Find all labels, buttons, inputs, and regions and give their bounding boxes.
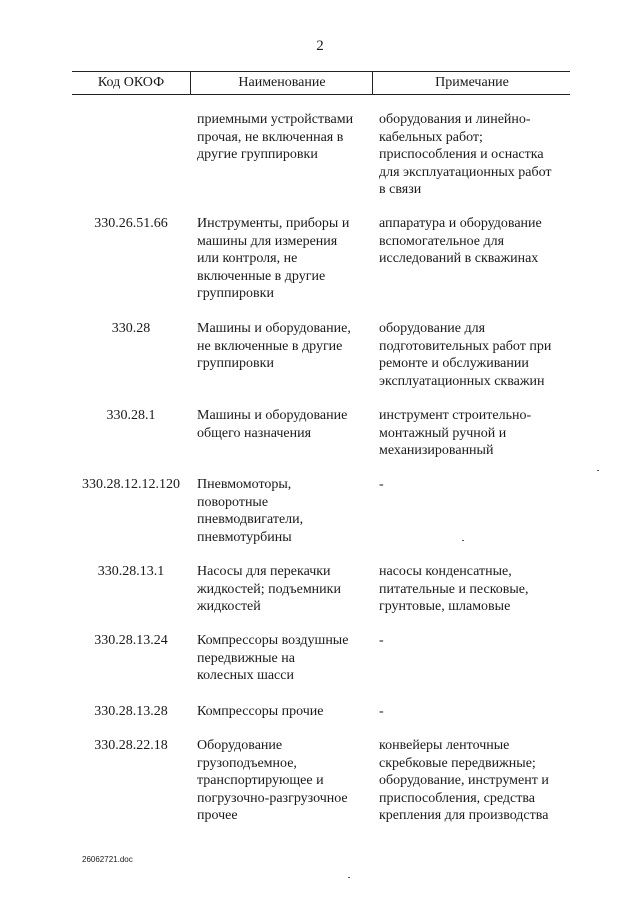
header-note: Примечание (372, 72, 571, 94)
header-code: Код ОКОФ (97, 75, 165, 90)
row-note: оборудование для подготовительных работ при ремонте и обслуживании эксплуатационных скважин (379, 321, 552, 389)
page-number: 2 (316, 38, 324, 54)
row-note: - (379, 477, 384, 492)
row-note: инструмент строительно- монтажный ручной и механизированный (379, 408, 532, 458)
row-note: - (379, 633, 384, 648)
row-code: 330.28.22.18 (94, 738, 168, 753)
row-name: Оборудование грузоподъемное, транспортирующее и погрузочно-разгрузочное прочее (197, 738, 348, 823)
row-name: Компрессоры прочие (197, 704, 324, 719)
scan-speck (462, 540, 464, 541)
row-note: оборудования и линейно- кабельных работ; приспособления и оснастка для эксплуатационных работ в связи (379, 112, 552, 197)
row-code: 330.28 (111, 321, 151, 336)
row-note: насосы конденсатные, питательные и песковые, грунтовые, шламовые (379, 564, 529, 614)
row-name: Компрессоры воздушные передвижные на колесных шасси (197, 633, 349, 683)
header-name: Наименование (190, 72, 373, 94)
row-name: приемными устройствами прочая, не включенная в другие группировки (197, 112, 354, 162)
row-code: 330.28.13.28 (94, 704, 168, 719)
row-name: Насосы для перекачки жидкостей; подъемники жидкостей (197, 564, 341, 614)
row-name: Машины и оборудование, не включенные в другие группировки (197, 321, 351, 371)
scan-speck (597, 470, 599, 471)
scan-speck (348, 877, 350, 878)
okof-table (72, 71, 570, 823)
row-note: - (379, 704, 384, 719)
row-note: аппаратура и оборудование вспомогательное для исследований в скважинах (379, 216, 542, 266)
row-note: конвейеры ленточные скребковые передвижные; оборудование, инструмент и приспособления, средства крепления для производства (379, 738, 549, 823)
file-name-footer: 26062721.doc (82, 855, 133, 864)
row-code: 330.28.1 (106, 408, 156, 423)
row-code: 330.26.51.66 (94, 216, 168, 231)
row-code: 330.28.12.12.120 (82, 477, 180, 492)
row-name: Пневмомоторы, поворотные пневмодвигатели, пневмотурбины (197, 477, 304, 545)
row-code: 330.28.13.24 (94, 633, 168, 648)
row-name: Инструменты, приборы и машины для измерения или контроля, не включенные в другие группировки (197, 216, 350, 301)
row-name: Машины и оборудование общего назначения (197, 408, 348, 441)
row-code: 330.28.13.1 (97, 564, 165, 579)
table-header (72, 71, 570, 95)
